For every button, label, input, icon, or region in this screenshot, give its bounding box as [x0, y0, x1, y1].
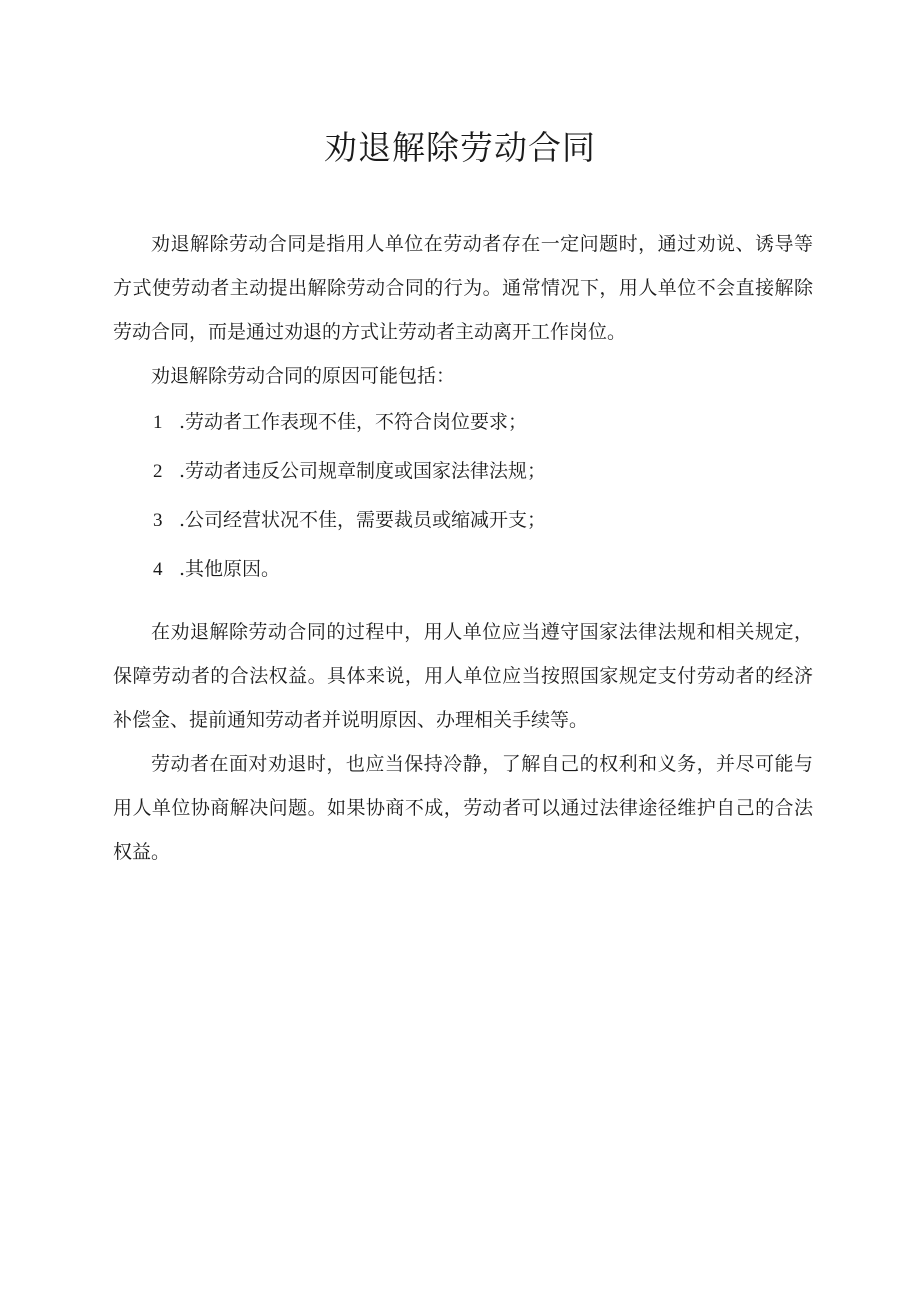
list-item-number: 3 [153, 510, 163, 531]
list-item-number: 2 [153, 461, 163, 482]
list-item-text: .公司经营状况不佳，需要裁员或缩减开支； [179, 509, 547, 531]
list-item [113, 496, 813, 545]
list-item [113, 545, 813, 594]
process-paragraph: 在劝退解除劳动合同的过程中，用人单位应当遵守国家法律法规和相关规定，保障劳动者的合法权益。具体来说，用人单位应当按照国家规定支付劳动者的经济补偿金、提前通知劳动者并说明原因、办理相关手续等。 [113, 621, 813, 731]
paragraph-spacer [113, 594, 813, 610]
list-item-text: .劳动者违反公司规章制度或国家法律法规； [179, 460, 547, 482]
list-item-text: .劳动者工作表现不佳，不符合岗位要求； [179, 411, 528, 433]
list-item-number: 1 [153, 412, 163, 433]
worker-paragraph: 劳动者在面对劝退时，也应当保持冷静，了解自己的权利和义务，并尽可能与用人单位协商解决问题。如果协商不成，劳动者可以通过法律途径维护自己的合法权益。 [113, 753, 813, 863]
document-body [113, 222, 813, 874]
list-item [113, 447, 813, 496]
list-item [113, 398, 813, 447]
reasons-heading: 劝退解除劳动合同的原因可能包括： [151, 365, 456, 387]
list-item-text: .其他原因。 [179, 558, 281, 580]
intro-paragraph: 劝退解除劳动合同是指用人单位在劳动者存在一定问题时，通过劝说、诱导等方式使劳动者主动提出解除劳动合同的行为。通常情况下，用人单位不会直接解除劳动合同，而是通过劝退的方式让劳动者主动离开工作岗位。 [113, 233, 813, 343]
list-item-number: 4 [153, 559, 163, 580]
document-title: 劝退解除劳动合同 [324, 128, 596, 167]
